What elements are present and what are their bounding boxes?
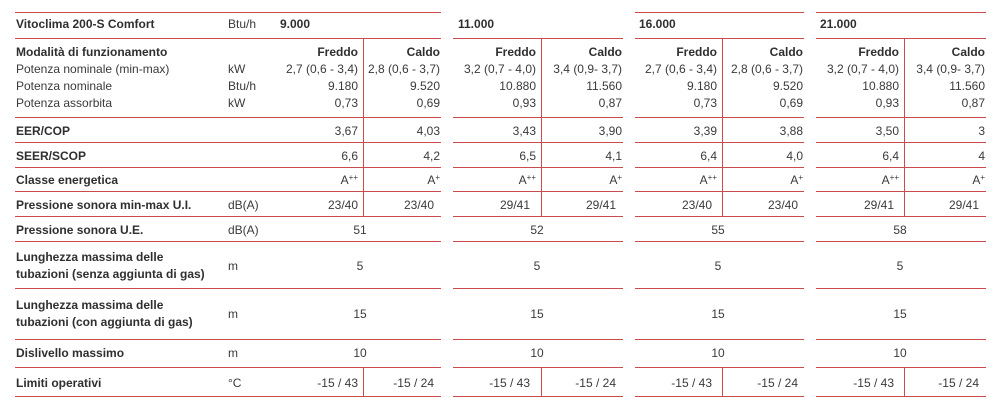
cell: 3,43 <box>512 124 536 138</box>
energy-class-cell: A++ <box>518 173 536 187</box>
row-label-lunghezza-con-gas: Lunghezza massima delle <box>16 298 164 312</box>
mode-heat: Caldo <box>588 45 622 59</box>
row-divider <box>453 142 623 143</box>
model-header-21000: 21.000 <box>820 17 857 31</box>
row-divider <box>635 167 804 168</box>
cell: 23/40 <box>327 198 358 212</box>
row-divider <box>453 216 623 217</box>
mode-cool: Freddo <box>858 45 899 59</box>
cell: 9.180 <box>686 79 717 93</box>
title-unit: Btu/h <box>228 17 257 31</box>
cell: 6,6 <box>341 149 358 163</box>
mode-cool: Freddo <box>495 45 536 59</box>
divider-top-d <box>816 12 986 13</box>
row-divider <box>816 191 986 192</box>
cell: 6,4 <box>882 149 899 163</box>
row-divider <box>453 339 623 340</box>
row-label-lunghezza-senza-gas-2: tubazioni (senza aggiunta di gas) <box>16 267 205 281</box>
cell: 3,4 (0,9- 3,7) <box>916 62 985 76</box>
row-divider <box>816 216 986 217</box>
table-title: Vitoclima 200-S Comfort <box>16 17 155 31</box>
group-heading: Modalità di funzionamento <box>16 45 168 59</box>
cell: 4,1 <box>605 149 622 163</box>
row-label-lunghezza-senza-gas: Lunghezza massima delle <box>16 250 164 264</box>
row-label-eer: EER/COP <box>16 124 71 138</box>
cell: 0,73 <box>334 96 358 110</box>
cell: 5 <box>356 259 364 273</box>
cell: 29/41 <box>948 198 979 212</box>
cell: 10.880 <box>499 79 536 93</box>
cell: 0,69 <box>779 96 803 110</box>
cell: 9.520 <box>772 79 803 93</box>
row-divider <box>816 117 986 118</box>
cell: -15 / 24 <box>575 376 616 390</box>
mode-cool: Freddo <box>317 45 358 59</box>
cell: 3,2 (0,7 - 4,0) <box>463 62 536 76</box>
row-divider <box>15 167 441 168</box>
row-label-pressione-ue: Pressione sonora U.E. <box>16 223 144 237</box>
row-unit: m <box>228 259 238 273</box>
mode-heat: Caldo <box>769 45 803 59</box>
mode-heat: Caldo <box>951 45 985 59</box>
row-unit: dB(A) <box>228 198 259 212</box>
row-divider <box>816 367 986 368</box>
model-header-16000: 16.000 <box>639 17 676 31</box>
row-divider <box>635 367 804 368</box>
cell: 10 <box>893 346 907 360</box>
row-label-classe: Classe energetica <box>16 173 119 187</box>
row-divider <box>635 396 804 397</box>
mode-cool: Freddo <box>676 45 717 59</box>
cell: 15 <box>893 307 907 321</box>
row-divider <box>816 142 986 143</box>
divider-header-d <box>816 38 986 39</box>
row-divider <box>15 191 441 192</box>
cell: 0,69 <box>416 96 440 110</box>
cell: 4,2 <box>423 149 440 163</box>
cell: -15 / 43 <box>317 376 358 390</box>
cell: 6,5 <box>519 149 536 163</box>
cell: 3,67 <box>334 124 358 138</box>
row-divider <box>15 142 441 143</box>
row-divider <box>635 339 804 340</box>
cell: 4 <box>978 149 985 163</box>
row-divider <box>816 396 986 397</box>
divider-header-c <box>635 38 804 39</box>
divider-top-c <box>635 12 804 13</box>
cell: 29/41 <box>585 198 616 212</box>
row-unit: Btu/h <box>228 79 257 93</box>
cell: 29/41 <box>863 198 894 212</box>
cell: 3,90 <box>598 124 622 138</box>
cell: 9.180 <box>327 79 358 93</box>
row-divider <box>453 396 623 397</box>
cell: 29/41 <box>499 198 530 212</box>
cell: 5 <box>714 259 722 273</box>
row-label-lunghezza-con-gas-2: tubazioni (con aggiunta di gas) <box>16 315 193 329</box>
cell: 10 <box>530 346 544 360</box>
row-label: Potenza nominale <box>16 79 113 93</box>
row-divider <box>453 241 623 242</box>
row-label-pressione-ui: Pressione sonora min-max U.I. <box>16 198 192 212</box>
cell: 0,87 <box>961 96 985 110</box>
model-header-9000: 9.000 <box>280 17 311 31</box>
cell: 15 <box>711 307 725 321</box>
cell: 0,93 <box>875 96 899 110</box>
row-divider <box>453 191 623 192</box>
row-divider <box>816 167 986 168</box>
row-unit: kW <box>228 96 246 110</box>
cell: -15 / 43 <box>853 376 894 390</box>
energy-class-cell: A++ <box>340 173 358 187</box>
cell: -15 / 24 <box>938 376 979 390</box>
row-label-limiti: Limiti operativi <box>16 376 102 390</box>
cell: 3 <box>978 124 985 138</box>
cell: 55 <box>711 223 725 237</box>
cell: 51 <box>353 223 367 237</box>
cell: 0,93 <box>512 96 536 110</box>
row-divider <box>635 142 804 143</box>
row-divider <box>816 339 986 340</box>
cell: 9.520 <box>409 79 440 93</box>
row-divider <box>453 367 623 368</box>
cell: 58 <box>893 223 907 237</box>
cell: 4,0 <box>786 149 803 163</box>
cell: 3,39 <box>693 124 717 138</box>
cell: 23/40 <box>681 198 712 212</box>
cell: -15 / 43 <box>671 376 712 390</box>
divider-top-a <box>15 12 441 13</box>
cell: 11.560 <box>949 79 985 93</box>
cell: 10.880 <box>862 79 899 93</box>
row-unit: m <box>228 307 238 321</box>
cell: 2,8 (0,6 - 3,7) <box>730 62 803 76</box>
row-unit: kW <box>228 62 246 76</box>
cell: 2,8 (0,6 - 3,7) <box>367 62 440 76</box>
cell: 2,7 (0,6 - 3,4) <box>285 62 358 76</box>
row-unit: dB(A) <box>228 223 259 237</box>
divider-header-a <box>15 38 441 39</box>
cell: 2,7 (0,6 - 3,4) <box>644 62 717 76</box>
row-divider <box>15 367 441 368</box>
cell: 4,03 <box>416 124 440 138</box>
divider-header-b <box>453 38 623 39</box>
row-divider <box>15 117 441 118</box>
row-divider <box>635 191 804 192</box>
row-divider <box>15 396 441 397</box>
cell: 0,73 <box>693 96 717 110</box>
cell: 10 <box>353 346 367 360</box>
cell: 10 <box>711 346 725 360</box>
row-divider <box>816 288 986 289</box>
cell: -15 / 24 <box>757 376 798 390</box>
row-divider <box>453 167 623 168</box>
cell: 3,50 <box>875 124 899 138</box>
cell: 3,4 (0,9- 3,7) <box>553 62 622 76</box>
cell: 52 <box>530 223 544 237</box>
row-divider <box>15 216 441 217</box>
cell: 15 <box>353 307 367 321</box>
cell: 15 <box>530 307 544 321</box>
row-divider <box>635 117 804 118</box>
row-label: Potenza nominale (min-max) <box>16 62 170 76</box>
cell: 3,88 <box>779 124 803 138</box>
energy-class-cell: A+ <box>609 173 622 187</box>
row-divider <box>15 241 441 242</box>
energy-class-cell: A+ <box>427 173 440 187</box>
row-label-seer: SEER/SCOP <box>16 149 87 163</box>
cell: 6,4 <box>700 149 717 163</box>
mode-heat: Caldo <box>406 45 440 59</box>
row-divider <box>15 339 441 340</box>
row-divider <box>635 288 804 289</box>
row-divider <box>453 117 623 118</box>
row-unit: °C <box>228 376 242 390</box>
row-divider <box>816 241 986 242</box>
cell: 11.560 <box>586 79 622 93</box>
cell: -15 / 24 <box>393 376 434 390</box>
row-divider <box>15 288 441 289</box>
row-label: Potenza assorbita <box>16 96 113 110</box>
energy-class-cell: A++ <box>881 173 899 187</box>
cell: 3,2 (0,7 - 4,0) <box>826 62 899 76</box>
row-divider <box>453 288 623 289</box>
row-unit: m <box>228 346 238 360</box>
energy-class-cell: A+ <box>972 173 985 187</box>
energy-class-cell: A++ <box>699 173 717 187</box>
cell: 0,87 <box>598 96 622 110</box>
row-label-dislivello: Dislivello massimo <box>16 346 125 360</box>
cell: 5 <box>533 259 541 273</box>
row-divider <box>635 241 804 242</box>
cell: -15 / 43 <box>489 376 530 390</box>
cell: 23/40 <box>403 198 434 212</box>
model-header-11000: 11.000 <box>458 17 495 31</box>
row-divider <box>635 216 804 217</box>
cell: 23/40 <box>767 198 798 212</box>
cell: 5 <box>896 259 904 273</box>
energy-class-cell: A+ <box>790 173 803 187</box>
